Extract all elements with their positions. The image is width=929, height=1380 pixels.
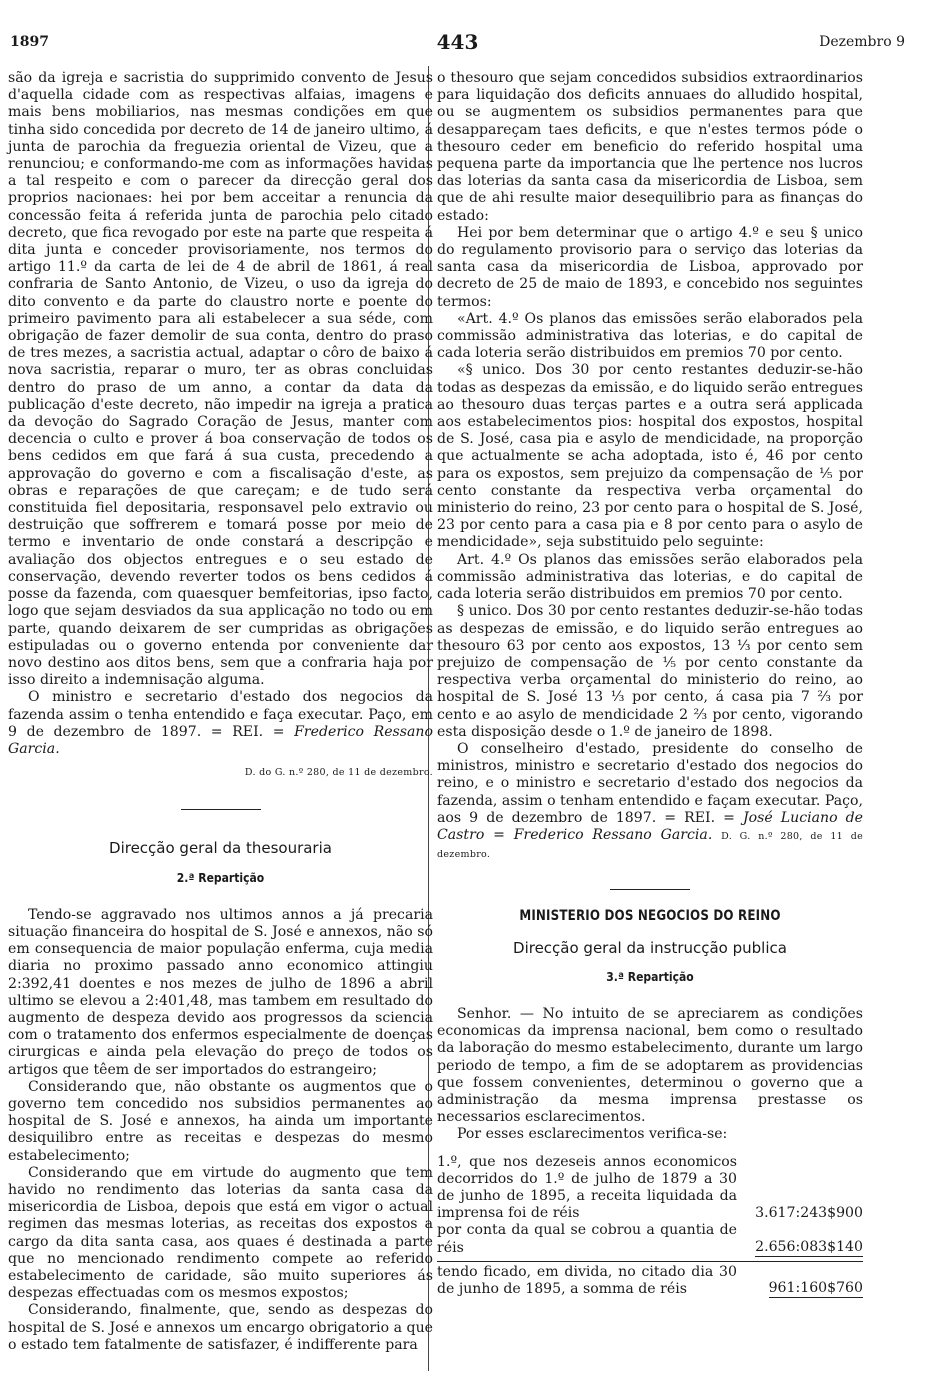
paragraph: Senhor. — No intuito de se apreciarem as condições economicas da imprensa nacional, bem como o resultado da laboração do mesmo estabelecimento, durante um largo periodo de tempo, a fim de se adoptarem as providencias que fossem convenientes, determinou o governo que a administração da mesma imprensa prestasse os necessarios esclarecimentos. xyxy=(437,1005,863,1126)
paragraph xyxy=(8,689,433,758)
paragraph-text: O ministro e secretario d'estado dos negocios da fazenda assim o tenha entendido e faça executar. Paço, em 9 de dezembro de 1897. = REI. = xyxy=(8,689,433,740)
gazette-reference: D. do G. n.º 280, de 11 de dezembro. xyxy=(244,767,433,779)
section-title: Direcção geral da thesouraria xyxy=(109,839,332,858)
paragraph: § unico. Dos 30 por cento restantes deduzir-se-hão todas as despezas de emissão, e do liquido serão entregues ao thesouro 63 por cento aos expostos, 13 ⅓ por cento sem prejuizo de compensação de ⅕ por cento constante da respectiva verba orçamental do ministerio do reino, ao hospital de S. José 13 ⅓ por cento, á casa pia 7 ⅔ por cento e ao asylo de mendicidade 2 ⅔ por cento, vigorando esta disposição desde o 1.º de janeiro de 1898. xyxy=(437,603,863,740)
row-label: 1.º, que nos dezeseis annos economicos decorridos do 1.º de julho de 1879 a 30 de junho de 1895, a receita liquidada da imprensa foi de réis xyxy=(437,1153,737,1222)
gazette-reference: D. G. n.º 280, de 11 de dezembro. xyxy=(437,830,863,861)
paragraph: o thesouro que sejam concedidos subsidios extraordinarios para liquidação dos deficits annuaes do alludido hospital, ou se augmentem os subsidios permanentes para que desappareçam taes deficits, e que n'estes termos póde o thesouro ceder em beneficio do referido hospital uma pequena parte da importancia que lhe pertence nos lucros das loterias da santa casa da misericordia de Lisboa, sem que de ahi resulte maior desequilibrio para as finanças do estado: xyxy=(437,70,863,224)
row-value: 961:160$760 xyxy=(769,1280,863,1298)
header-year: 1897 xyxy=(10,34,49,50)
row-label: tendo ficado, em divida, no citado dia 30 de junho de 1895, a somma de réis xyxy=(437,1263,737,1297)
signature: José Luciano de Castro = Frederico Ressano Garcia. xyxy=(437,809,863,843)
section-subtitle: 2.ª Repartição xyxy=(176,870,265,885)
page-header xyxy=(10,30,905,56)
separator-rule xyxy=(610,889,690,890)
paragraph: Considerando que em virtude do augmento que tem havido no rendimento das loterias da santa casa da misericordia de Lisboa, depois que está em vigor o actual regimen das mesmas loterias, as receitas dos expostos a cargo da dita santa casa, aos quaes é destinada a parte que no mencionado rendimento compete ao referido estabelecimento de caridade, são muito superiores ás despezas effectuadas com os mesmos expostos; xyxy=(8,1164,433,1302)
paragraph: Art. 4.º Os planos das emissões serão elaborados pela commissão administrativa das loterias, e do capital de cada loteria serão distribuidos em premios 70 por cento. xyxy=(437,551,863,603)
paragraph: Considerando que, não obstante os augmentos que o governo tem concedido nos subsidios permanentes ao hospital de S. José e annexos, ha ainda um importante desiquilibro entre as receitas e despezas do mesmo estabelecimento; xyxy=(8,1078,433,1164)
sum-rule xyxy=(437,1261,863,1262)
table-row xyxy=(437,1264,863,1298)
row-label: por conta da qual se cobrou a quantia de réis xyxy=(437,1222,737,1256)
paragraph: são da igreja e sacristia do supprimido convento de Jesus d'aquella cidade com as respectivas alfaias, imagens e mais bens mobiliarios, nas mesmas condições em que tinha sido concedida por decreto de 14 de janeiro ultimo, á junta de parochia da freguezia oriental de Vizeu, que a renunciou; e conformando-me com as informações havidas a tal respeito e com o parecer da direcção geral dos proprios nacionaes: hei por bem acceitar a renuncia da concessão feita á referida junta de parochia pelo citado decreto, que fica revogado por este na parte que respeita á dita junta e conceder provisoriamente, nos termos do artigo 11.º da carta de lei de 4 de abril de 1861, á real confraria de Santo Antonio, de Vizeu, o uso da igreja do dito convento e da parte do claustro norte e poente do primeiro pavimento para ali estabelecer a sua séde, com obrigação de fazer demolir de sua conta, dentro do praso de tres mezes, a sacristia actual, adaptar o côro de baixo á nova sacristia, reparar o muro, ter as obras concluidas dentro do praso de um anno, a contar da data da publicação d'este decreto, não impedir na igreja a pratica da devoção do Sagrado Coração de Jesus, manter com decencia o culto e prover á boa conservação de todos os bens cedidos em que fará á sua custa, precedendo a approvação do governo e com a fiscalisação d'este, as obras e reparações de que careçam; e de tudo será constituida fiel depositaria, responsavel pelo extravio ou destruição que soffrerem e tomará posse por meio de termo e inventario de onde constará a descripção e avaliação dos objectos entregues e o seu estado de conservação, devendo reverter todos os bens cedidos á posse da fazenda, com quaesquer bemfeitorias, ipso facto, logo que sejam desviados da sua applicação no todo ou em parte, quando deixarem de ser cumpridas as obrigações estipuladas ou o governo entenda por conveniente dar novo destino aos ditos bens, sem que a confraria haja por isso direito a indemnisação alguma. xyxy=(8,70,433,689)
section-subtitle: 3.ª Repartição xyxy=(606,969,694,984)
paragraph: Por esses esclarecimentos verifica-se: xyxy=(457,1126,728,1143)
header-date: Dezembro 9 xyxy=(819,34,905,50)
paragraph xyxy=(437,741,863,863)
row-value: 2.656:083$140 xyxy=(755,1239,863,1257)
page-number: 443 xyxy=(436,30,479,54)
paragraph-text: O conselheiro d'estado, presidente do conselho de ministros, ministro e secretario d'estado dos negocios do reino, e o ministro e secretario d'estado dos negocios da fazenda, assim o tenham entendido e façam executar. Paço, aos 9 de dezembro de 1897. = REI. = xyxy=(437,740,863,826)
section-title: Direcção geral da instrucção publica xyxy=(513,938,787,957)
paragraph: «Art. 4.º Os planos das emissões serão elaborados pela commissão administrativa das loterias, e do capital de cada loteria serão distribuidos em premios 70 por cento. xyxy=(437,310,863,362)
row-value: 3.617:243$900 xyxy=(755,1205,863,1222)
right-column xyxy=(437,70,863,1298)
paragraph: «§ unico. Dos 30 por cento restantes deduzir-se-hão todas as despezas da emissão, e do liquido serão entregues ao thesouro duas terças partes e a outra será applicada aos estabelecimentos pios: hospital dos expostos, hospital de S. José, casa pia e asylo de mendicidade, na proporção que actualmente se acha adoptada, isto é, 46 por cento para os expostos, sem prejuizo da compensação de ⅕ por cento constante da respectiva verba orçamental do ministerio do reino, 23 por cento para o hospital de S. José, 23 por cento para a casa pia e 8 por cento para o asylo de mendicidade», seja substituido pelo seguinte: xyxy=(437,362,863,551)
paragraph: Considerando, finalmente, que, sendo as despezas do hospital de S. José e annexos um encargo obrigatorio a que o estado tem fatalmente de satisfazer, é indifferente para xyxy=(8,1302,433,1353)
signature: Frederico Ressano Garcia. xyxy=(8,723,433,757)
table-row xyxy=(437,1222,863,1256)
paragraph: Hei por bem determinar que o artigo 4.º e seu § unico do regulamento provisorio para o serviço das loterias da santa casa da misericordia de Lisboa, approvado por decreto de 25 de maio de 1893, e concebido nos seguintes termos: xyxy=(437,224,863,310)
table-row xyxy=(437,1154,863,1223)
ministry-title: MINISTERIO DOS NEGOCIOS DO REINO xyxy=(519,908,781,925)
paragraph: Tendo-se aggravado nos ultimos annos a já precaria situação financeira do hospital de S. José e annexos, não só em consequencia de maior população enferma, cuja media diaria no proximo passado anno economico attingiu 2:392,41 doentes e nos mezes de julho de 1896 a abril ultimo se elevou a 2:401,48, mas tambem em resultado do augmento de despeza devido aos progressos da sciencia com o tratamento dos enfermos especialmente de doenças cirurgicas e ainda pela elevação do preço de todos os artigos que têem de ser importados do estrangeiro; xyxy=(8,906,433,1078)
separator-rule xyxy=(181,809,261,810)
left-column xyxy=(8,70,433,1354)
